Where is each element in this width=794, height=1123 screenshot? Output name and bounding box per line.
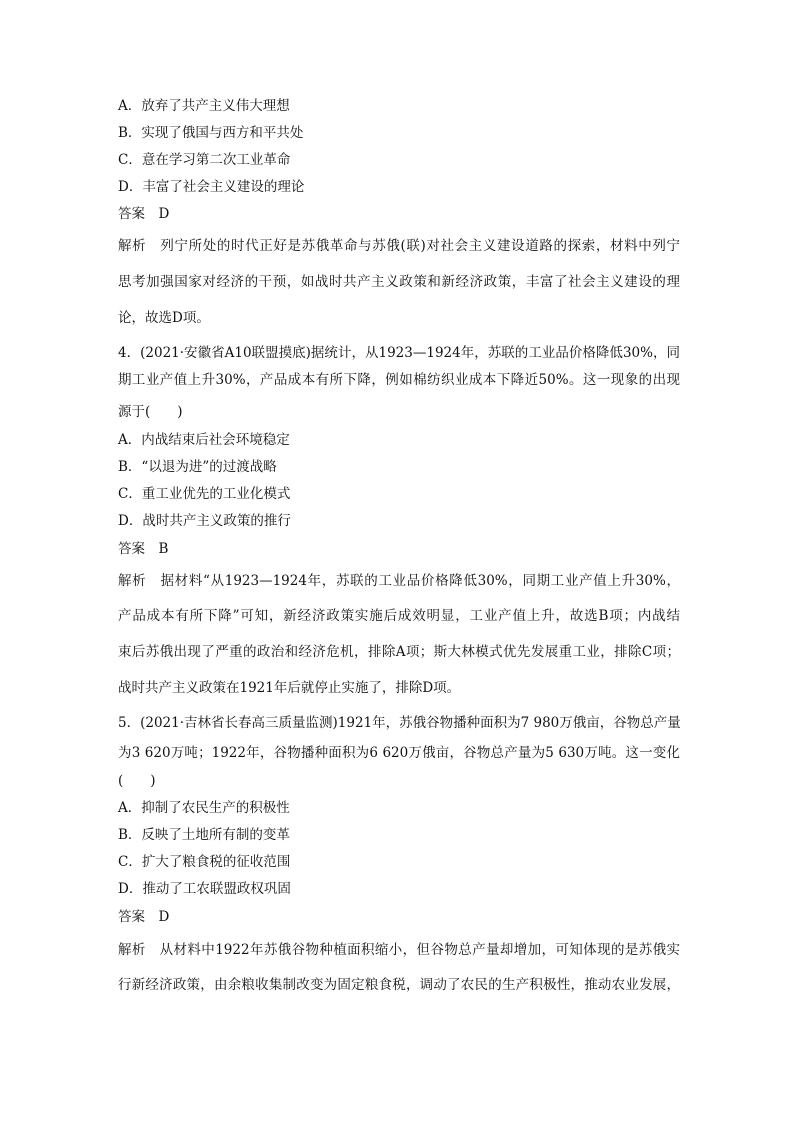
q3-option-a: A．放弃了共产主义伟大理想 <box>118 98 290 114</box>
q5-option-d: D．推动了工农联盟政权巩固 <box>118 881 291 897</box>
q4-option-c: C．重工业优先的工业化模式 <box>118 486 291 502</box>
q4-stem-line: 4．(2021·安徽省A10联盟摸底)据统计，从1923—1924年，苏联的工业品价格降低30%，同 <box>118 345 680 361</box>
q3-answer: 答案 D <box>118 206 170 222</box>
q5-option-b: B．反映了土地所有制的变革 <box>118 827 290 843</box>
q5-stem-line: 为3 620万吨；1922年，谷物播种面积为6 620万俄亩，谷物总产量为5 630万吨。这一变化 <box>118 745 680 761</box>
q3-option-c: C．意在学习第二次工业革命 <box>118 152 291 168</box>
q5-answer: 答案 D <box>118 909 170 925</box>
q4-answer: 答案 B <box>118 541 169 557</box>
q4-analysis-line: 束后苏俄出现了严重的政治和经济危机，排除A项；斯大林模式优先发展重工业，排除C项； <box>118 644 680 660</box>
q5-analysis-line: 行新经济政策，由余粮收集制改变为固定粮食税，调动了农民的生产积极性，推动农业发展， <box>118 977 680 993</box>
q4-analysis-line: 解析 据材料“从1923—1924年，苏联的工业品价格降低30%，同期工业产值上升30%， <box>118 573 680 589</box>
q5-stem-line: 5．(2021·吉林省长春高三质量监测)1921年，苏俄谷物播种面积为7 980万俄亩，谷物总产量 <box>118 715 681 731</box>
q5-stem-line: ( ) <box>118 773 156 789</box>
q3-analysis-line: 解析 列宁所处的时代正好是苏俄革命与苏俄(联)对社会主义建设道路的探索，材料中列宁 <box>118 238 680 254</box>
q3-option-d: D．丰富了社会主义建设的理论 <box>118 179 305 195</box>
q4-option-d: D．战时共产主义政策的推行 <box>118 513 291 529</box>
q4-analysis-line: 战时共产主义政策在1921年后就停止实施了，排除D项。 <box>118 680 461 696</box>
q4-analysis-line: 产品成本有所下降”可知，新经济政策实施后成效明显，工业产值上升，故选B项；内战结 <box>118 608 680 624</box>
q4-option-b: B．“以退为进”的过渡战略 <box>118 459 277 475</box>
q3-analysis-line: 论，故选D项。 <box>118 310 210 326</box>
q3-analysis-line: 思考加强国家对经济的干预，如战时共产主义政策和新经济政策，丰富了社会主义建设的理 <box>118 274 680 290</box>
q4-stem-line: 源于( ) <box>118 404 183 420</box>
q3-option-b: B．实现了俄国与西方和平共处 <box>118 125 304 141</box>
q4-stem-line: 期工业产值上升30%，产品成本有所下降，例如棉纺织业成本下降近50%。这一现象的出现 <box>118 372 680 388</box>
q5-option-c: C．扩大了粮食税的征收范围 <box>118 854 291 870</box>
q4-option-a: A．内战结束后社会环境稳定 <box>118 432 290 448</box>
q5-option-a: A．抑制了农民生产的积极性 <box>118 800 290 816</box>
q5-analysis-line: 解析 从材料中1922年苏俄谷物种植面积缩小，但谷物总产量却增加，可知体现的是苏俄实 <box>118 942 680 958</box>
